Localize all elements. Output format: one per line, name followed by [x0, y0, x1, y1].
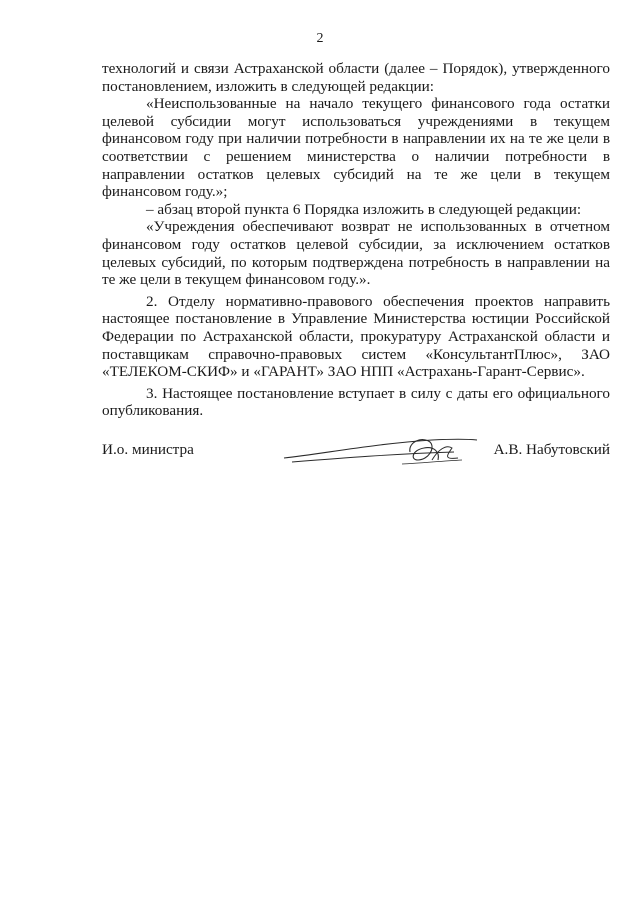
- paragraph-clause-3: 3. Настоящее постановление вступает в силу с даты его официального опубликования.: [102, 384, 610, 420]
- page-number: 2: [316, 31, 324, 46]
- signature-block: [102, 430, 610, 470]
- paragraph-clause-2: 2. Отделу нормативно-правового обеспечения проектов направить настоящее постановление в Управление Министерства юстиции Российской Федерации по Астраханской области, прокуратуру Астраханской области и поставщикам справочно-правовых систем «КонсультантПлюс», ЗАО «ТЕЛЕКОМ-СКИФ» и «ГАРАНТ» ЗАО НПП «Астрахань-Гарант-Сервис».: [102, 292, 610, 381]
- signatory-name: А.В. Набутовский: [493, 441, 610, 458]
- paragraph-order-reference: технологий и связи Астраханской области (далее – Порядок), утвержденного постановлением, изложить в следующей редакции:: [102, 60, 610, 95]
- handwritten-signature: [282, 430, 482, 470]
- document-body: [102, 60, 610, 420]
- paragraph-quote-return: «Учреждения обеспечивают возврат не использованных в отчетном финансовом году остатков целевой субсидии, за исключением остатков целевых субсидий, по которым подтверждена потребность в направлении на те же цели в текущем финансовом году.».: [102, 218, 610, 289]
- paragraph-item-6-amendment: – абзац второй пункта 6 Порядка изложить в следующей редакции:: [146, 200, 582, 218]
- signatory-role: И.о. министра: [102, 441, 194, 458]
- paragraph-quote-unused-balances: «Неиспользованные на начало текущего финансового года остатки целевой субсидии могут использоваться учреждениями в текущем финансовом году при наличии потребности в направлении их на те же цели в соответствии с решением министерства о наличии потребности в направлении остатков целевых субсидий на те же цели в текущем финансовом году.»;: [102, 95, 610, 201]
